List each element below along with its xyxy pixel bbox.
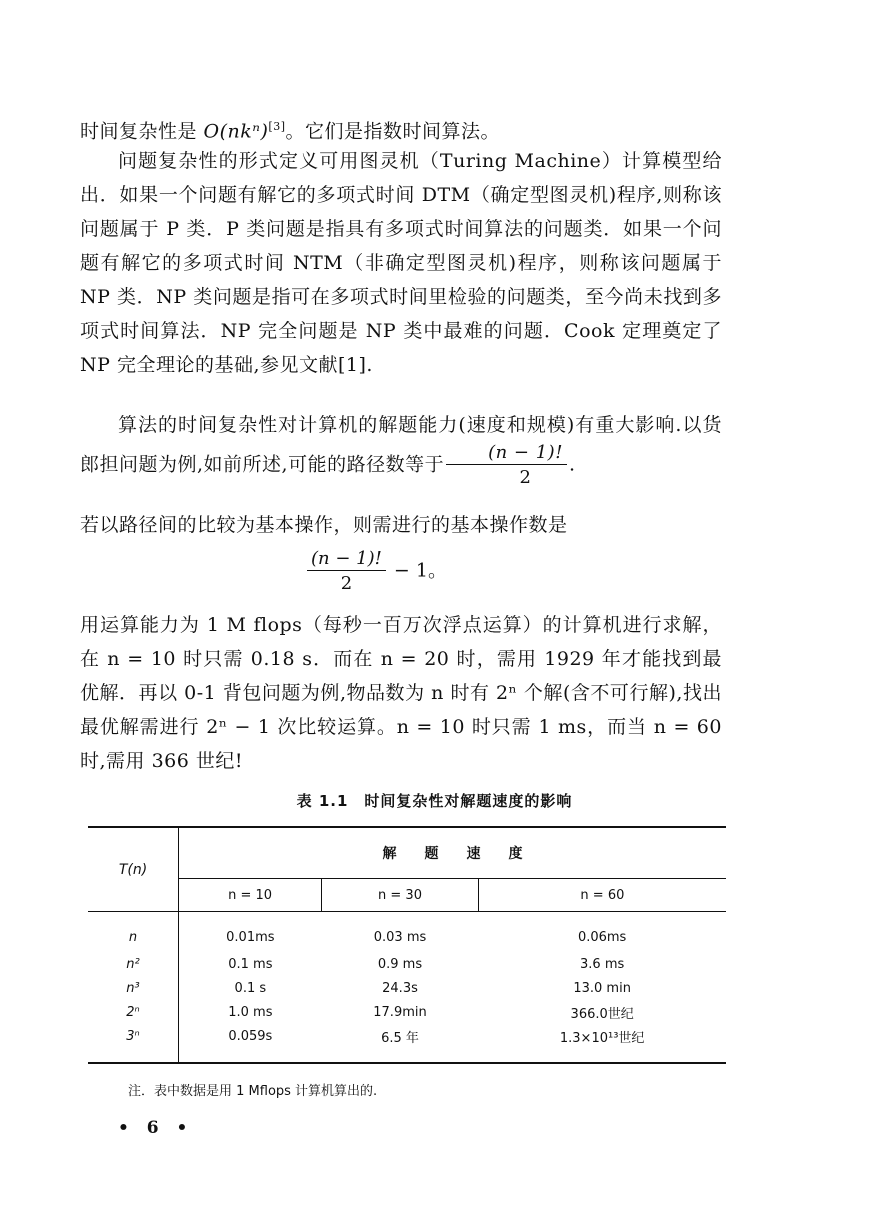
row-header-cell: T(n)	[88, 827, 179, 912]
table-row	[88, 952, 726, 976]
row-label: n²	[88, 952, 179, 976]
table-row	[88, 912, 726, 953]
table-row	[88, 1000, 726, 1024]
paragraph-3	[80, 408, 722, 489]
column-header: n = 10	[179, 879, 322, 912]
formula-fraction	[307, 548, 386, 595]
table-cell: 17.9min	[373, 1004, 427, 1020]
table-cell: 0.03 ms	[373, 929, 427, 945]
fraction-denominator: 2	[519, 467, 532, 488]
paragraph-1-prefix: 时间复杂性是	[80, 120, 204, 143]
formula-rest: − 1。	[393, 559, 447, 582]
table-header-row-2	[88, 879, 726, 912]
table-cell: 6.5 年	[322, 1024, 479, 1063]
citation-ref: [3]	[268, 120, 286, 133]
page-number: • 6 •	[118, 1118, 194, 1138]
table-cell: 0.01ms	[226, 929, 275, 945]
row-label: 3ⁿ	[88, 1024, 179, 1063]
path-count-fraction	[446, 442, 567, 489]
table-cell: 366.0世纪	[570, 1006, 634, 1022]
table-cell: 24.3s	[382, 980, 418, 996]
column-header: n = 30	[322, 879, 479, 912]
row-label: 2ⁿ	[88, 1000, 179, 1024]
row-label: n³	[88, 976, 179, 1000]
paragraph-5: 用运算能力为 1 M flops（每秒一百万次浮点运算）的计算机进行求解，在 n = 10 时只需 0.18 s．而在 n = 20 时，需用 1929 年才能找到最优解．再以 0-1 背包问题为例,物品数为 n 时有 2ⁿ 个解(含不可行解),找出最优解需进行 2ⁿ − 1 次比较运算。n = 10 时只需 1 ms，而当 n = 60 时,需用 366 世纪!	[80, 614, 722, 772]
formula-denominator: 2	[340, 573, 353, 594]
complexity-formula: O(nkⁿ)	[203, 120, 269, 143]
fraction-numerator: (n − 1)!	[446, 442, 567, 465]
paragraph-1	[80, 110, 722, 148]
column-header: n = 60	[478, 879, 726, 912]
table-cell: 1.3×10¹³世纪	[478, 1024, 726, 1063]
table-cell: 3.6 ms	[580, 956, 625, 972]
table-cell: 13.0 min	[573, 980, 631, 996]
complexity-table	[88, 826, 726, 1064]
row-label: n	[88, 912, 179, 953]
table-cell: 0.06ms	[577, 929, 627, 945]
group-header-cell: 解 题 速 度	[179, 827, 727, 879]
paragraph-3-text: 算法的时间复杂性对计算机的解题能力(速度和规模)有重大影响.以货郎担问题为例,如前所述,可能的路径数等于	[80, 414, 722, 476]
paragraph-1-suffix: 。它们是指数时间算法。	[285, 120, 501, 143]
formula-numerator: (n − 1)!	[307, 548, 386, 571]
table-cell: 0.1 ms	[228, 956, 273, 972]
paragraph-4: 若以路径间的比较为基本操作，则需进行的基本操作数是	[80, 514, 568, 536]
paragraph-3-end: .	[568, 453, 576, 476]
table-row	[88, 976, 726, 1000]
table-note: 注．表中数据是用 1 Mflops 计算机算出的.	[128, 1084, 378, 1099]
table-row	[88, 1024, 726, 1063]
table-cell: 0.9 ms	[377, 956, 423, 972]
table-cell: 0.1 s	[234, 980, 267, 996]
table-cell: 0.059s	[179, 1024, 322, 1063]
paragraph-2: 问题复杂性的形式定义可用图灵机（Turing Machine）计算模型给出．如果一个问题有解它的多项式时间 DTM（确定型图灵机)程序,则称该问题属于 P 类．P 类问题是指具有多项式时间算法的问题类．如果一个问题有解它的多项式时间 NTM（非确定型图灵机)程序，则称该问题属于 NP 类．NP 类问题是指可在多项式时间里检验的问题类，至今尚未找到多项式时间算法．NP 完全问题是 NP 类中最难的问题．Cook 定理奠定了 NP 完全理论的基础,参见文献[1].	[80, 150, 722, 376]
operation-count-formula	[305, 548, 447, 595]
table-cell: 1.0 ms	[228, 1004, 273, 1020]
table-header-row-1	[88, 827, 726, 879]
table-caption: 表 1.1 时间复杂性对解题速度的影响	[296, 792, 573, 810]
